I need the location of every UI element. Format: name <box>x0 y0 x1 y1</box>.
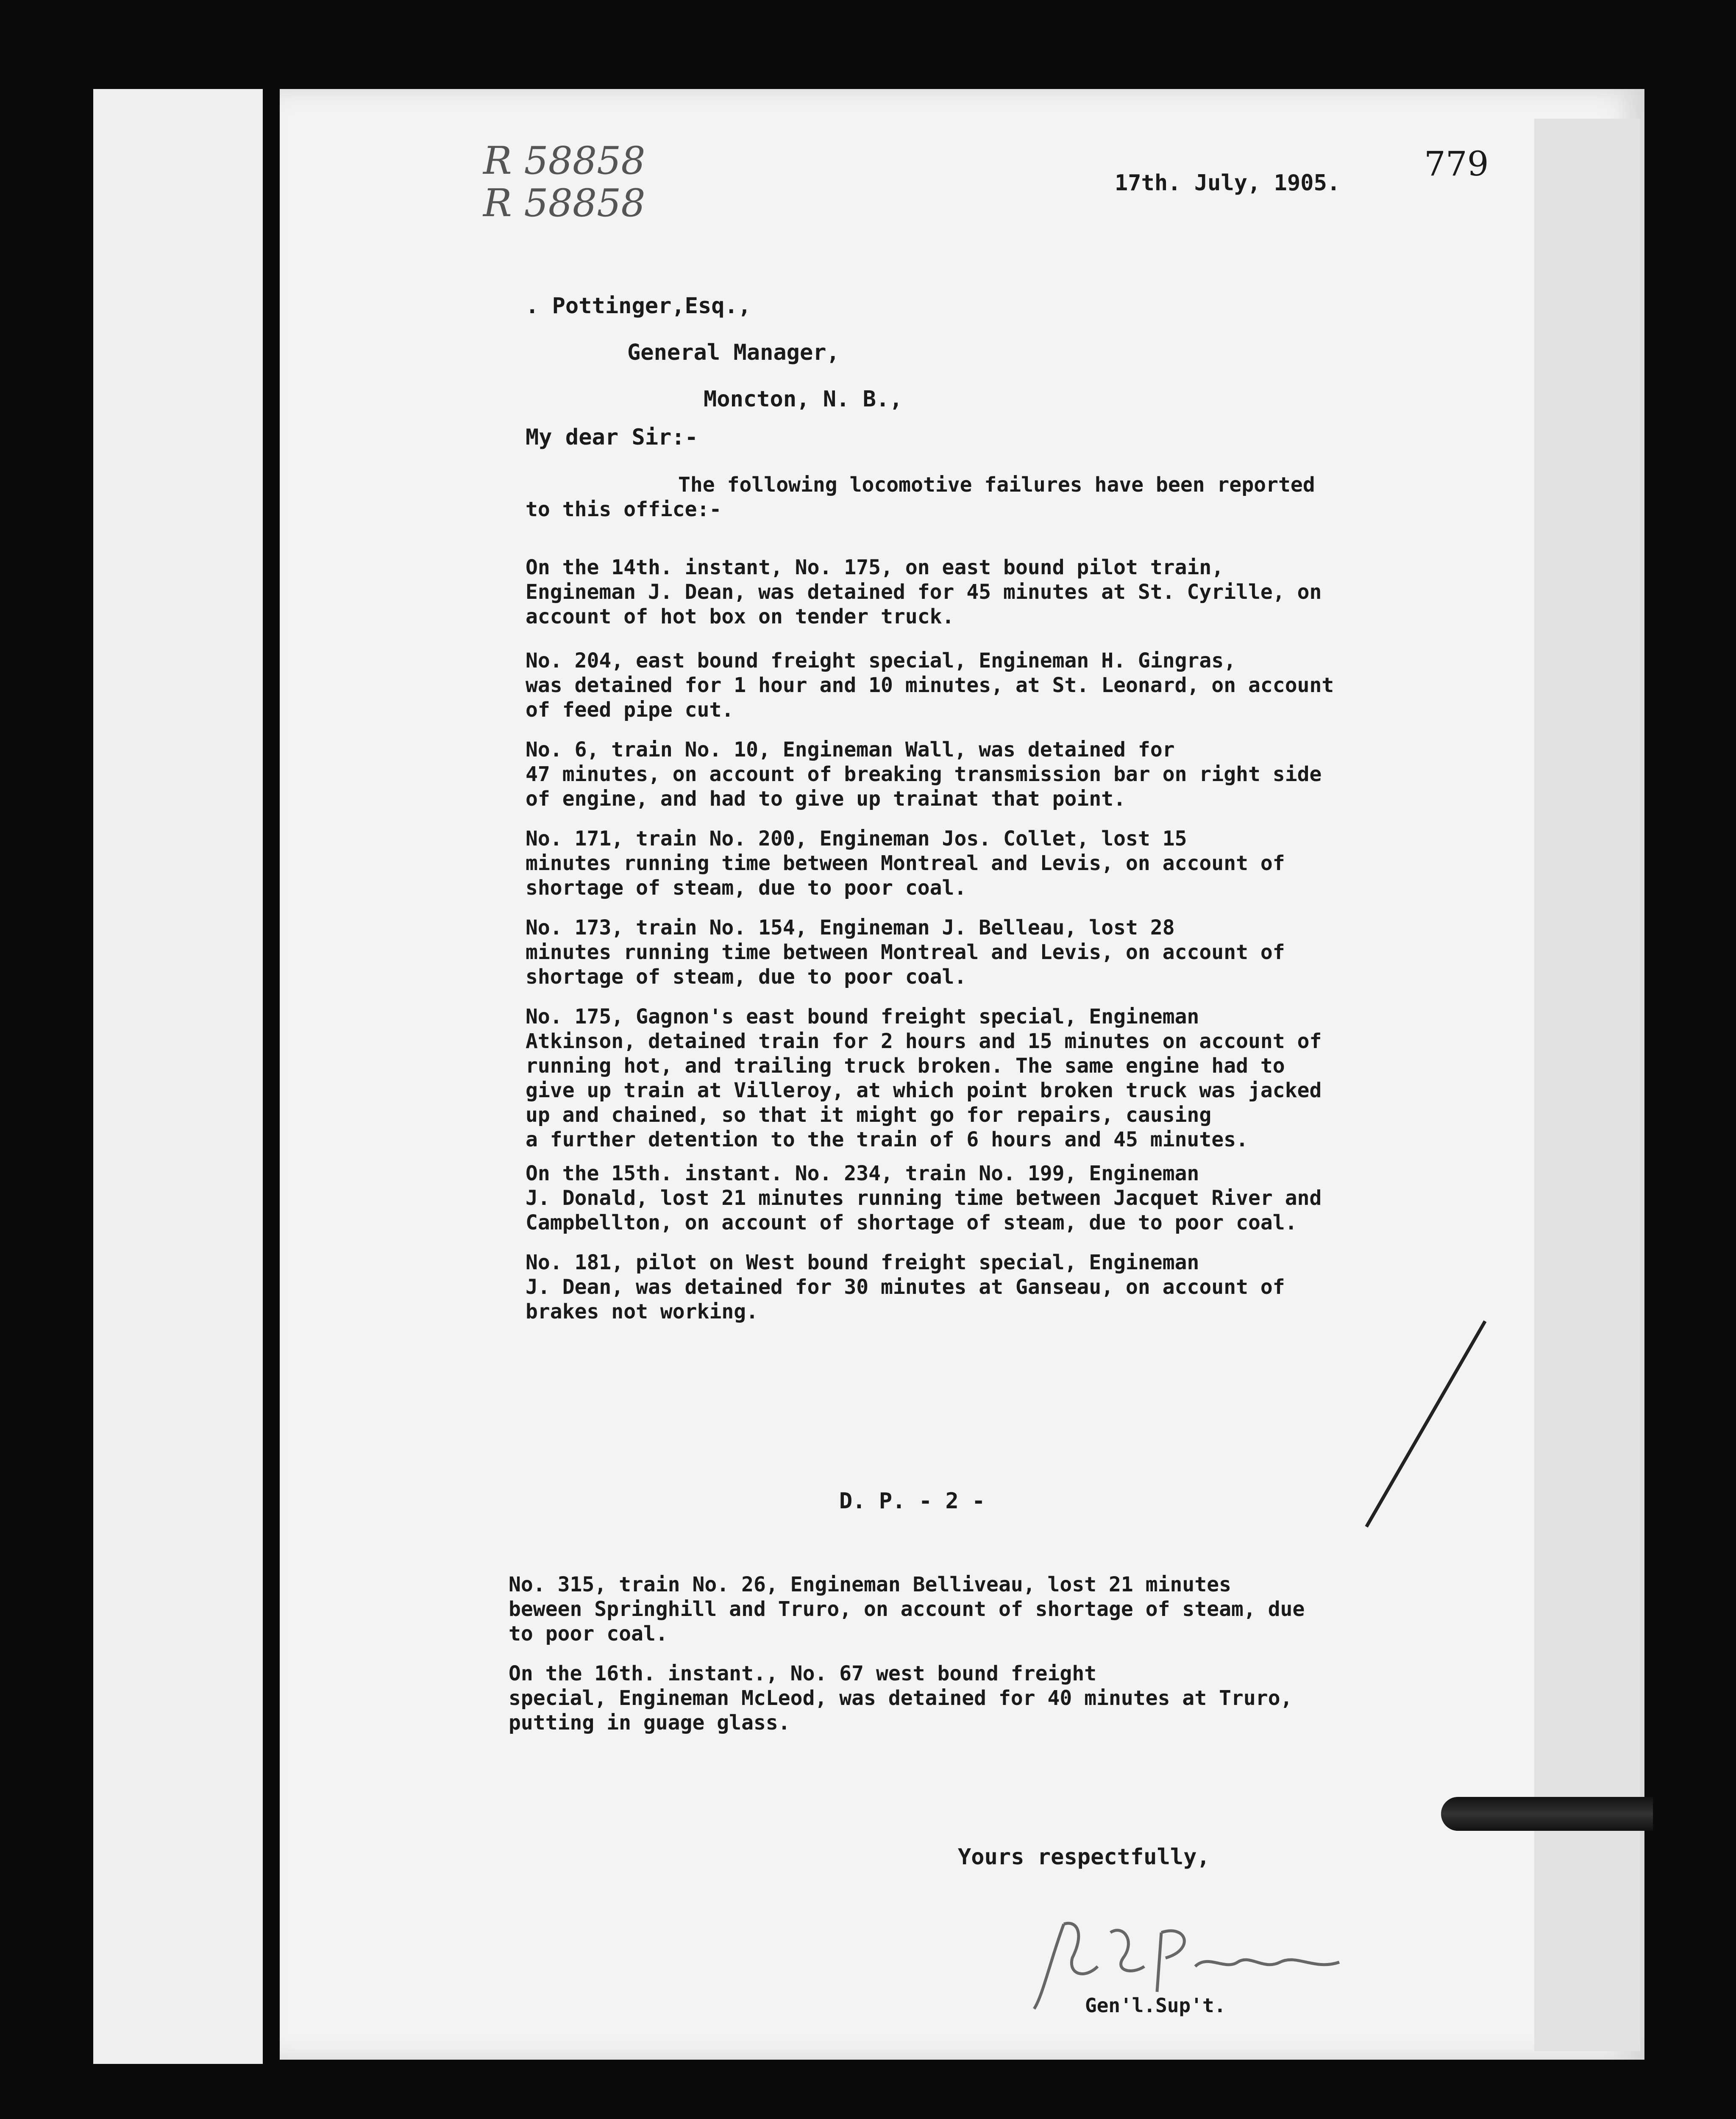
closing: Yours respectfully, <box>958 1844 1210 1870</box>
pen <box>1441 1797 1653 1831</box>
report-paragraph: No. 315, train No. 26, Engineman Belliveau, lost 21 minutes beween Springhill and Truro, on account of shortage of steam, due to poor coal. <box>509 1573 1305 1646</box>
pencil-reference: R 58858 R 58858 <box>483 139 645 225</box>
page-marker: D. P. - 2 - <box>839 1488 985 1514</box>
report-paragraph: No. 175, Gagnon's east bound freight special, Engineman Atkinson, detained train for 2 hours and 15 minutes on account of running hot, and trailing truck broken. The same engine had to give up train at Villeroy, at which point broken truck was jacked up and chained, so that it might go for repairs, causing a further detention to the train of 6 hours and 45 minutes. <box>526 1005 1322 1151</box>
folio-number: 779 <box>1424 144 1489 184</box>
letter-date: 17th. July, 1905. <box>1115 170 1341 196</box>
addressee-location: Moncton, N. B., <box>704 387 903 412</box>
report-paragraph: No. 6, train No. 10, Engineman Wall, was detained for 47 minutes, on account of breaking transmission bar on right side of engine, and had to give up trainat that point. <box>526 738 1322 811</box>
report-paragraph: No. 173, train No. 154, Engineman J. Belleau, lost 28 minutes running time between Montreal and Levis, on account of shortage of steam, due to poor coal. <box>526 916 1285 989</box>
report-paragraph: On the 16th. instant., No. 67 west bound freight special, Engineman McLeod, was detained for 40 minutes at Truro, putting in guage glass. <box>509 1662 1293 1735</box>
signatory-title: Gen'l.Sup't. <box>1085 1994 1226 2017</box>
report-paragraph: No. 204, east bound freight special, Engineman H. Gingras, was detained for 1 hour and 10 minutes, at St. Leonard, on account of feed pipe cut. <box>526 649 1334 722</box>
addressee: . Pottinger,Esq., <box>526 293 751 319</box>
report-paragraph: No. 181, pilot on West bound freight special, Engineman J. Dean, was detained for 30 minutes at Ganseau, on account of brakes not working. <box>526 1251 1285 1324</box>
report-paragraph: On the 15th. instant. No. 234, train No. 199, Engineman J. Donald, lost 21 minutes running time between Jacquet River and Campbellton, on account of shortage of steam, due to poor coal. <box>526 1162 1322 1235</box>
intro-paragraph: The following locomotive failures have been reported to this office:- <box>526 473 1315 521</box>
report-paragraph: No. 171, train No. 200, Engineman Jos. Collet, lost 15 minutes running time between Montreal and Levis, on account of shortage of steam, due to poor coal. <box>526 827 1285 900</box>
addressee-title: General Manager, <box>627 340 840 365</box>
salutation: My dear Sir:- <box>526 425 698 450</box>
report-paragraph: On the 14th. instant, No. 175, on east bound pilot train, Engineman J. Dean, was detained for 45 minutes at St. Cyrille, on account of hot box on tender truck. <box>526 556 1322 628</box>
page-edge <box>1534 119 1640 2051</box>
adjacent-page <box>93 89 263 2064</box>
